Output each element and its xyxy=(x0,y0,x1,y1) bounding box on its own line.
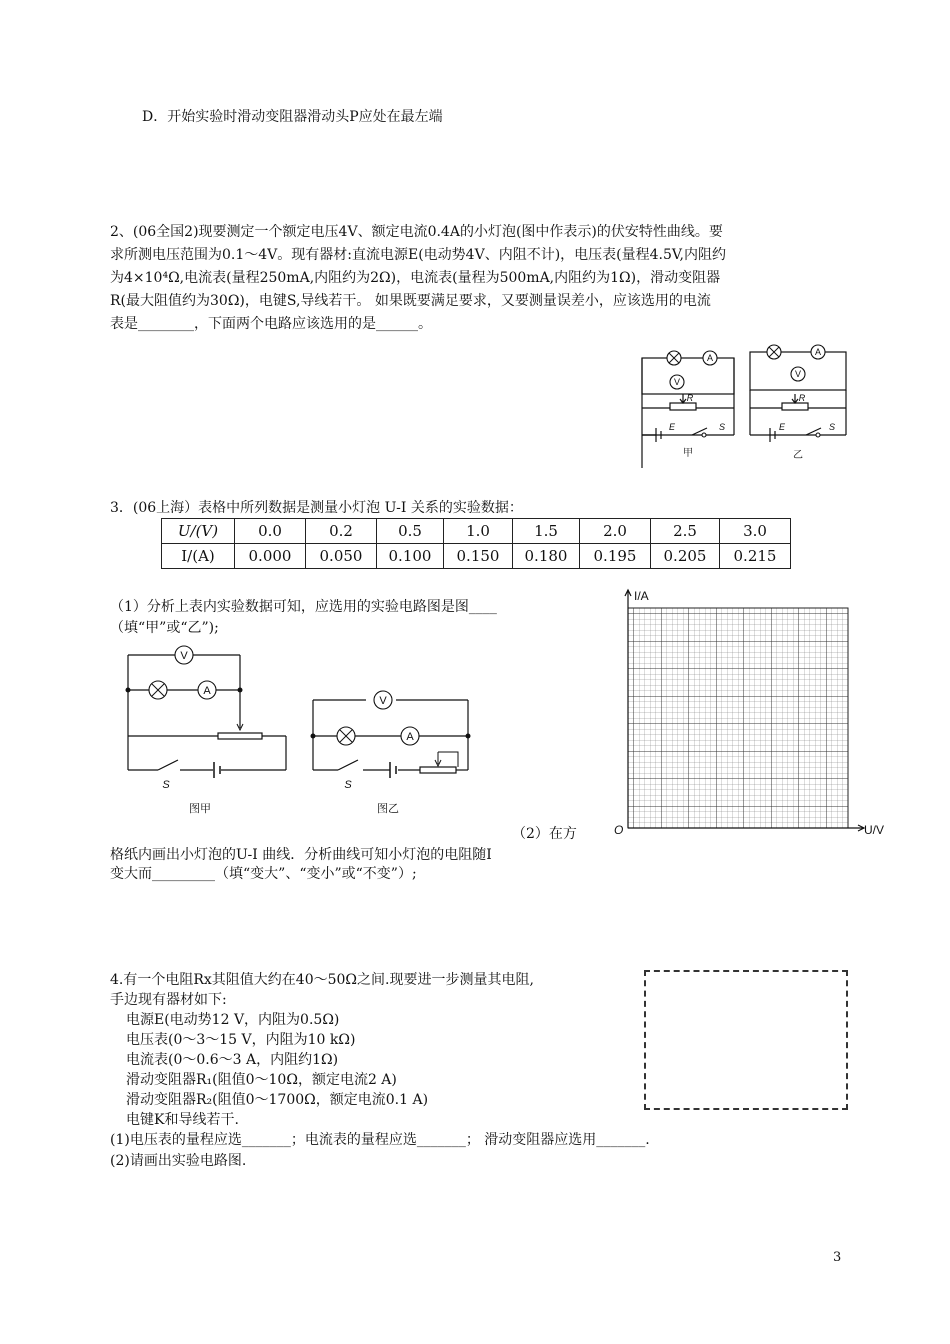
q3-part2-start: （2）在方 xyxy=(512,826,577,842)
table-cell: 2.5 xyxy=(651,519,720,544)
switch-label-jia: S xyxy=(162,779,170,791)
figure-label-yi: 乙 xyxy=(793,450,803,461)
q4-sub-question-1: (1)电压表的量程应选_______；电流表的量程应选_______； 滑动变阻器应选用_______. xyxy=(110,1132,650,1148)
table-cell: 3.0 xyxy=(720,519,791,544)
q4-item-1: 电源E(电动势12 V，内阻为0.5Ω) xyxy=(126,1012,340,1028)
figure-label-jia: 甲 xyxy=(683,448,693,459)
table-row-voltage xyxy=(162,519,791,544)
table-cell: 0.205 xyxy=(651,544,720,569)
q2-line-1: 2、(06全国2)现要测定一个额定电压4V、额定电流0.4A的小灯泡(图中作表示)的伏安特性曲线。要 xyxy=(110,224,723,240)
table-cell: 1.5 xyxy=(513,519,580,544)
table-cell: 0.000 xyxy=(235,544,306,569)
page-number: 3 xyxy=(833,1250,842,1265)
q3-part2-line3: 变大而_________（填“变大”、“变小”或“不变”）; xyxy=(110,866,417,882)
table-cell: 0.2 xyxy=(306,519,377,544)
table-cell: 1.0 xyxy=(444,519,513,544)
voltmeter-label-jia: V xyxy=(673,377,681,387)
origin-label: O xyxy=(614,823,624,837)
q4-item-3: 电流表(0～0.6～3 A，内阻约1Ω) xyxy=(126,1052,339,1068)
q3-part1-line1: （1）分析上表内实验数据可知，应选用的实验电路图是图____ xyxy=(110,599,497,615)
x-axis-label: U/V xyxy=(864,823,885,837)
q4-item-5: 滑动变阻器R₂(阻值0～1700Ω，额定电流0.1 A) xyxy=(126,1092,429,1108)
q4-item-4: 滑动变阻器R₁(阻值0～10Ω，额定电流2 A) xyxy=(126,1072,397,1088)
voltmeter-label-jia: V xyxy=(180,650,188,662)
figure-label-jia: 图甲 xyxy=(189,803,211,815)
figure-label-yi: 图乙 xyxy=(377,803,399,815)
q3-circuit-figures xyxy=(118,640,488,820)
table-cell: 0.150 xyxy=(444,544,513,569)
ammeter-label-jia: A xyxy=(203,685,211,697)
table-row-current xyxy=(162,544,791,569)
q2-line-2: 求所测电压范围为0.1～4V。现有器材:直流电源E(电动势4V、内阻不计)，电压表(量程4.5V,内阻约 xyxy=(110,247,726,263)
emf-label-yi: E xyxy=(778,422,786,432)
ammeter-label-yi: A xyxy=(814,347,822,357)
q4-item-2: 电压表(0～3～15 V，内阻为10 kΩ) xyxy=(126,1032,356,1048)
option-d-text: D．开始实验时滑动变阻器滑动头P应处在最左端 xyxy=(142,109,443,125)
rheostat-label-jia: R xyxy=(686,393,694,403)
table-cell: 2.0 xyxy=(580,519,651,544)
switch-label-yi: S xyxy=(828,422,836,432)
graph-paper xyxy=(606,586,896,842)
table-cell: 0.180 xyxy=(513,544,580,569)
q2-circuit-figures xyxy=(632,340,862,468)
ui-data-table xyxy=(161,518,791,569)
table-cell: 0.050 xyxy=(306,544,377,569)
q4-item-6: 电键K和导线若干. xyxy=(126,1112,239,1128)
y-axis-label: I/A xyxy=(634,589,649,603)
q4-line-2: 手边现有器材如下: xyxy=(110,992,227,1008)
table-cell: 0.215 xyxy=(720,544,791,569)
emf-label-jia: E xyxy=(668,422,676,432)
q3-part2-line2: 格纸内画出小灯泡的U-I 曲线．分析曲线可知小灯泡的电阻随I xyxy=(110,847,492,863)
table-header-i: I/(A) xyxy=(162,544,235,569)
q3-intro: 3．(06上海）表格中所列数据是测量小灯泡 U-I 关系的实验数据： xyxy=(110,500,523,516)
table-cell: 0.0 xyxy=(235,519,306,544)
q3-part1-line2: （填“甲”或“乙”); xyxy=(110,620,219,636)
table-cell: 0.5 xyxy=(377,519,444,544)
answer-drawing-box[interactable] xyxy=(644,970,848,1110)
q2-line-5: 表是________，下面两个电路应该选用的是______。 xyxy=(110,316,432,332)
ammeter-label-yi: A xyxy=(406,731,414,743)
table-cell: 0.100 xyxy=(377,544,444,569)
voltmeter-label-yi: V xyxy=(379,695,387,707)
table-header-u: U/(V) xyxy=(162,519,235,544)
ammeter-label-jia: A xyxy=(706,353,714,363)
q4-line-1: 4.有一个电阻Rx其阻值大约在40～50Ω之间.现要进一步测量其电阻, xyxy=(110,972,534,988)
q4-sub-question-2: (2)请画出实验电路图. xyxy=(110,1153,247,1169)
voltmeter-label-yi: V xyxy=(794,369,802,379)
switch-label-jia: S xyxy=(718,422,726,432)
switch-label-yi: S xyxy=(344,779,352,791)
q2-line-3: 为4×10⁴Ω,电流表(量程250mA,内阻约为2Ω)，电流表(量程为500mA,内阻约为1Ω)，滑动变阻器 xyxy=(110,270,721,286)
table-cell: 0.195 xyxy=(580,544,651,569)
rheostat-label-yi: R xyxy=(798,393,806,403)
q2-line-4: R(最大阻值约为30Ω)，电键S,导线若干。 如果既要满足要求，又要测量误差小，应该选用的电流 xyxy=(110,293,711,309)
